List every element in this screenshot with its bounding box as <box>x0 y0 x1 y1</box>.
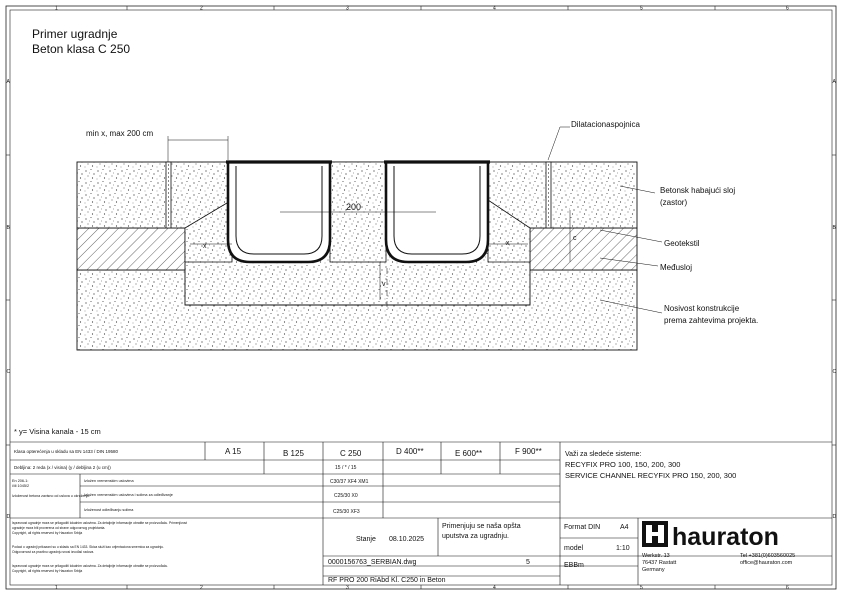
row-label-b-right: B <box>832 225 836 231</box>
dim-v: v <box>382 281 386 288</box>
email: office@hauraton.com <box>740 560 793 566</box>
phone: Tel +381(0)603560025 <box>740 553 796 559</box>
dim-min-max: min x, max 200 cm <box>86 129 154 138</box>
class-a15: A 15 <box>225 447 242 456</box>
row-label-d-right: D <box>832 514 837 520</box>
expansion-joint-right <box>546 162 551 228</box>
thickness-label: Debljina: 2 reda (x / visina) (y / debljina 2 (u cm)) <box>14 465 111 470</box>
applies-system-2: SERVICE CHANNEL RECYFIX PRO 150, 200, 300 <box>565 471 737 480</box>
stanje-label: Stanje <box>356 536 376 543</box>
callout-geotextile: Geotekstil <box>664 239 700 248</box>
col-label-4-bottom: 4 <box>493 585 496 591</box>
description: RF PRO 200 RiAbd Kl. C250 in Beton <box>328 577 446 584</box>
applies-title: Važi za sledeće sisteme: <box>565 451 642 458</box>
callout-concrete-line-1: Betonsk habajući sloj <box>660 186 736 195</box>
row-label-b: B <box>6 225 10 231</box>
sheet-number: 5 <box>526 559 530 566</box>
row-label-a: A <box>6 79 10 85</box>
stanje-date: 08.10.2025 <box>389 536 425 543</box>
note-3b: Copyright, all rights reserved by Hauraton Srbija <box>12 569 83 573</box>
load-class-label: Klasa opterećenja u skladu sa EN 1433 / DIN 19580 <box>14 449 119 454</box>
model-label: model <box>564 545 584 552</box>
dim-200: 200 <box>346 202 362 212</box>
note-3a: Ispravnost ugradnje mora se prilagoditi lokalnim uslovima. Za detaljnije informacije obratite se proizvođaču. <box>12 564 169 568</box>
col-label-4: 4 <box>493 5 496 12</box>
address-line-3: Germany <box>642 567 665 573</box>
exposure-2-value: C25/30 X0 <box>334 493 358 499</box>
title-line-2: Beton klasa C 250 <box>32 42 131 56</box>
note-2b: Odgovornost za pravilnu ugradnju snosi izvođač radova. <box>12 550 95 554</box>
row-label-d: D <box>6 514 11 520</box>
exposure-label-b: i/ili 1045/2 <box>12 484 30 488</box>
instruction-line-1: Primenjuju se naša opšta <box>442 523 521 530</box>
class-d400: D 400** <box>396 447 424 456</box>
row-label-c-right: C <box>832 369 837 375</box>
col-label-2: 2 <box>200 5 203 12</box>
hauraton-logo <box>642 521 779 551</box>
code: EBBm <box>564 562 584 569</box>
address-line-1: Werkstr. 13 <box>642 553 670 559</box>
footnote: * y= Visina kanala - 15 cm <box>14 427 101 436</box>
thickness-value: 15 / * / 15 <box>335 465 357 471</box>
callout-concrete-line-2: (zastor) <box>660 198 688 207</box>
callout-expansion-joint: Dilatacionaspojnica <box>571 120 640 129</box>
exposure-label-a: En 206-1: <box>12 479 29 483</box>
exposure-side: Izloženost betona zavisno od uslova u okruženju <box>12 494 90 498</box>
class-c250: C 250 <box>340 449 362 458</box>
callout-interlayer: Međusloj <box>660 263 693 272</box>
class-e600: E 600** <box>455 449 483 458</box>
drawing-number: 0000156763_SERBIAN.dwg <box>328 559 417 566</box>
exposure-3-value: C25/30 XF3 <box>333 509 360 515</box>
note-1a: Ispravnost ugradnje mora se prilagoditi lokalnim uslovima. Za detaljnije informacije obratite se proizvođaču. Primenjivost <box>12 521 187 525</box>
col-label-5: 5 <box>640 5 643 12</box>
col-label-5-bottom: 5 <box>640 585 643 591</box>
applies-system-1: RECYFIX PRO 100, 150, 200, 300 <box>565 460 681 469</box>
exposure-2-label: Izložen vremenskim uslovima i solima za odleđivanje <box>84 493 173 497</box>
address-line-2: 76437 Rastatt <box>642 560 677 566</box>
col-label-6: 6 <box>786 5 789 12</box>
dim-x-right: x <box>506 240 510 247</box>
row-label-c: C <box>6 369 11 375</box>
class-f900: F 900** <box>515 447 542 456</box>
exposure-3-label: Izloženost odleđivanju solima <box>84 508 134 512</box>
col-label-1-bottom: 1 <box>55 585 58 591</box>
format-value: A4 <box>620 524 629 531</box>
callout-subbase-line-1: Nosivost konstrukcije <box>664 304 740 313</box>
col-label-1: 1 <box>55 5 58 12</box>
note-1b: ugradnje mora biti proverena od strane odgovornog projektanta. <box>12 526 106 530</box>
col-label-2-bottom: 2 <box>200 585 203 591</box>
model-value: 1:10 <box>616 545 630 552</box>
instruction-line-2: uputstva za ugradnju. <box>442 533 509 540</box>
title-line-1: Primer ugradnje <box>32 27 118 41</box>
note-2a: Podaci o ugradnji prikazani su u skladu sa EN 1433. Skica služi kao orijentaciona smernica za ugradnju. <box>12 545 164 549</box>
col-label-3-bottom: 3 <box>346 585 349 591</box>
dim-x-left: x <box>203 243 207 250</box>
dim-c: c <box>573 235 577 242</box>
col-label-6-bottom: 6 <box>786 585 789 591</box>
exposure-1-value: C30/37 XF4 XM1 <box>330 479 369 485</box>
note-1c: Copyright, all rights reserved by Hauraton Srbija <box>12 531 83 535</box>
exposure-1-label: Izložen vremenskim uslovima <box>84 479 134 483</box>
row-label-a-right: A <box>832 79 836 85</box>
callout-subbase-line-2: prema zahtevima projekta. <box>664 316 759 325</box>
class-b125: B 125 <box>283 449 304 458</box>
col-label-3: 3 <box>346 5 349 12</box>
format-label: Format DIN <box>564 524 601 531</box>
cross-section <box>77 162 637 350</box>
logo-text: hauraton <box>672 523 779 551</box>
expansion-joint-left <box>166 162 171 228</box>
